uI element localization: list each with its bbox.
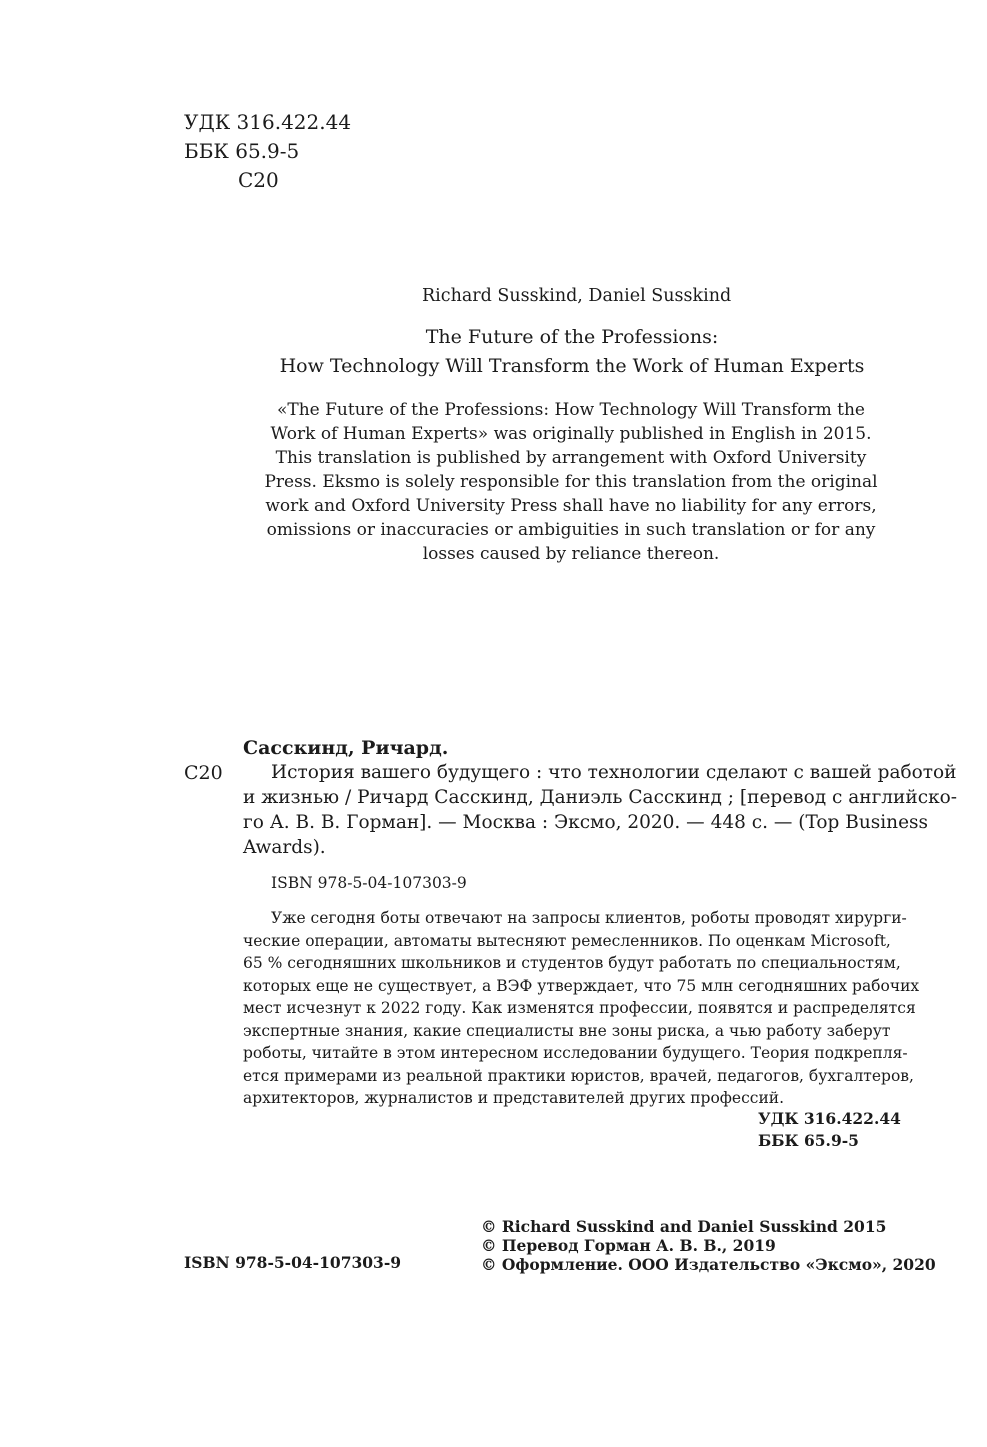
rights-line: losses caused by reliance thereon. — [422, 544, 720, 564]
record-udk: УДК 316.422.44 — [758, 1109, 901, 1128]
record-description-line: го А. В. В. Горман]. — Москва : Эксмо, 2020. — 448 с. — (Top Business — [243, 812, 929, 833]
rights-line: omissions or inaccuracies or ambiguities in such translation or for any — [266, 520, 876, 540]
abstract-line: Уже сегодня боты отвечают на запросы клиентов, роботы проводят хирурги- — [271, 909, 907, 927]
record-bbk: ББК 65.9-5 — [758, 1131, 859, 1150]
record-isbn: ISBN 978-5-04-107303-9 — [271, 874, 467, 892]
abstract-line: архитекторов, журналистов и представителей других профессий. — [243, 1089, 785, 1107]
bbk-code: ББК 65.9-5 — [184, 139, 300, 163]
rights-line: Press. Eksmo is solely responsible for this translation from the original — [264, 472, 878, 492]
rights-line: Work of Human Experts» was originally published in English in 2015. — [270, 424, 872, 444]
abstract-line: ческие операции, автоматы вытесняют ремесленников. По оценкам Microsoft, — [243, 932, 891, 950]
abstract-line: 65 % сегодняшних школьников и студентов будут работать по специальностям, — [243, 954, 901, 972]
copyright-line: © Перевод Горман А. В. В., 2019 — [481, 1236, 776, 1255]
abstract-line: мест исчезнут к 2022 году. Как изменятся профессии, появятся и распределятся — [243, 999, 916, 1017]
copyright-line: © Richard Susskind and Daniel Susskind 2015 — [481, 1217, 887, 1236]
udk-code: УДК 316.422.44 — [184, 110, 352, 134]
abstract-line: ется примерами из реальной практики юристов, врачей, педагогов, бухгалтеров, — [243, 1067, 914, 1085]
original-authors: Richard Susskind, Daniel Susskind — [422, 286, 732, 306]
record-description-line: и жизнью / Ричард Сасскинд, Даниэль Сасскинд ; [перевод с английско- — [243, 787, 958, 808]
author-sign-code: С20 — [238, 168, 279, 192]
record-author-sign: С20 — [184, 762, 223, 784]
footer-isbn: ISBN 978-5-04-107303-9 — [184, 1253, 402, 1272]
record-description-line: История вашего будущего : что технологии сделают с вашей работой — [271, 762, 957, 783]
original-title-line: The Future of the Professions: — [425, 326, 719, 348]
original-title-line: How Technology Will Transform the Work of Human Experts — [279, 355, 865, 377]
record-author-heading: Сасскинд, Ричард. — [243, 737, 449, 759]
rights-line: work and Oxford University Press shall have no liability for any errors, — [265, 496, 877, 516]
abstract-line: роботы, читайте в этом интересном исследовании будущего. Теория подкрепля- — [243, 1044, 908, 1062]
record-description-line: Awards). — [243, 837, 326, 858]
abstract-line: экспертные знания, какие специалисты вне зоны риска, а чью работу заберут — [243, 1022, 891, 1040]
rights-line: «The Future of the Professions: How Technology Will Transform the — [276, 400, 865, 420]
abstract-line: которых еще не существует, а ВЭФ утверждает, что 75 млн сегодняшних рабочих — [243, 977, 920, 995]
rights-line: This translation is published by arrangement with Oxford University — [275, 448, 867, 468]
copyright-line: © Оформление. ООО Издательство «Эксмо», 2020 — [481, 1255, 936, 1274]
